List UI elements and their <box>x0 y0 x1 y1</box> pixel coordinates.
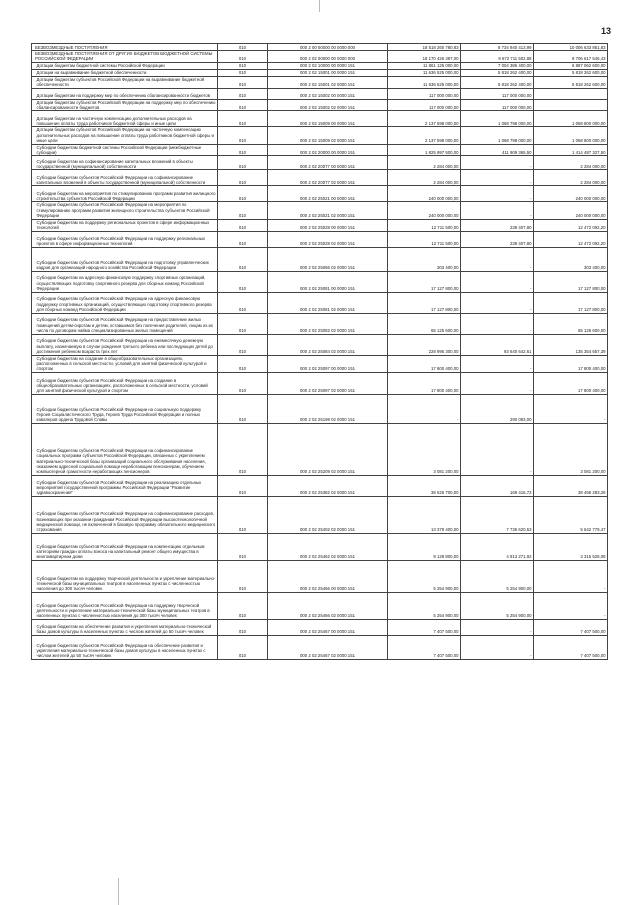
row-approved-amount: 5 254 900,00 <box>388 592 461 619</box>
row-remaining-amount: - <box>534 592 608 619</box>
row-line-code: 010 <box>218 533 268 560</box>
row-executed-amount: - <box>461 202 534 219</box>
row-line-code: 010 <box>218 127 268 144</box>
row-name: Субсидии бюджетам на поддержку региональных проектов в сфере информационных технологий <box>32 219 218 231</box>
row-remaining-amount: 5 818 262 600,00 <box>534 69 608 76</box>
row-budget-code: 000 2 02 25462 02 0000 151 <box>268 533 388 560</box>
row-executed-amount: 1 068 798 000,00 <box>461 127 534 144</box>
row-budget-code: 000 2 02 25028 02 0000 151 <box>268 231 388 247</box>
row-executed-amount: - <box>461 423 534 475</box>
row-executed-amount: 290 093,00 <box>461 394 534 423</box>
row-executed-amount: - <box>461 619 534 635</box>
row-budget-code: 000 2 02 25021 00 0000 151 <box>268 186 388 202</box>
row-line-code: 010 <box>218 423 268 475</box>
row-line-code: 010 <box>218 111 268 127</box>
row-approved-amount: 3 081 200,00 <box>388 423 461 475</box>
row-approved-amount: 17 800 400,00 <box>388 372 461 394</box>
row-executed-amount: 117 000 000,00 <box>461 88 534 99</box>
row-line-code: 010 <box>218 334 268 355</box>
row-approved-amount: 240 000 000,00 <box>388 202 461 219</box>
row-line-code: 010 <box>218 475 268 496</box>
row-budget-code: 000 2 02 25467 00 0000 151 <box>268 619 388 635</box>
row-executed-amount: 8 734 940 413,99 <box>461 44 534 51</box>
row-approved-amount: 11 861 125 000,00 <box>388 62 461 69</box>
row-line-code: 010 <box>218 62 268 69</box>
row-name: Субсидии бюджетам субъектов Российской Федерации на софинансирование капитальных вложений в объекты государственной (муниципальной) собственности <box>32 170 218 186</box>
row-remaining-amount: 2 284 000,00 <box>534 156 608 170</box>
table-row <box>32 496 608 533</box>
row-line-code: 010 <box>218 186 268 202</box>
row-line-code: 010 <box>218 619 268 635</box>
row-budget-code: 000 2 02 25467 02 0000 151 <box>268 635 388 659</box>
row-name: Дотации бюджетам на поддержку мер по обеспечению сбалансированности бюджетов <box>32 88 218 99</box>
row-executed-amount: 4 813 271,92 <box>461 533 534 560</box>
table-row <box>32 202 608 219</box>
row-line-code: 010 <box>218 202 268 219</box>
table-body <box>32 44 608 660</box>
row-remaining-amount: 12 472 092,20 <box>534 219 608 231</box>
row-budget-code: 000 2 02 25198 02 0000 151 <box>268 394 388 423</box>
row-name: Субсидии бюджетам на поддержку творческой деятельности и укрепление материально-технической базы муниципальных театров в населенных пунктах с численностью населения до 300 тысяч человек <box>32 560 218 592</box>
table-row <box>32 111 608 127</box>
row-line-code: 010 <box>218 635 268 659</box>
row-name: Субсидии бюджетам субъектов Российской Федерации на предоставление жилых помещений детям-сиротам и детям, оставшимся без попечения родителей, лицам из их числа по договорам найма специализированных жилых помещений <box>32 313 218 334</box>
row-approved-amount: 7 407 500,00 <box>388 635 461 659</box>
row-remaining-amount: 1 068 800 000,00 <box>534 127 608 144</box>
row-budget-code: 000 2 02 25402 02 0000 151 <box>268 496 388 533</box>
row-remaining-amount: 17 800 400,00 <box>534 372 608 394</box>
row-line-code: 010 <box>218 592 268 619</box>
table-row <box>32 334 608 355</box>
row-approved-amount: 12 711 500,00 <box>388 231 461 247</box>
row-line-code: 010 <box>218 170 268 186</box>
row-executed-amount: - <box>461 292 534 313</box>
table-row <box>32 51 608 63</box>
row-name: Субсидии бюджетам субъектов Российской Федерации на социальную поддержку Героев Социалистического Труда, Героев Труда Российской Федерации и полных кавалеров ордена Трудовой Славы <box>32 394 218 423</box>
row-executed-amount: 7 736 620,53 <box>461 496 534 533</box>
row-remaining-amount: 3 315 528,08 <box>534 533 608 560</box>
table-row <box>32 533 608 560</box>
row-name: Субсидии бюджетам субъектов Российской Федерации на создание в общеобразовательных организациях, расположенных в сельской местности, условий для занятий физической культурой и спортом <box>32 372 218 394</box>
row-line-code: 010 <box>218 99 268 111</box>
table-row <box>32 394 608 423</box>
scan-tick-top <box>319 0 320 12</box>
row-name: Дотации бюджетам на частичную компенсацию дополнительных расходов на повышение оплаты труда работников бюджетной сферы и иные цели <box>32 111 218 127</box>
row-budget-code: 000 2 02 25084 02 0000 151 <box>268 334 388 355</box>
row-executed-amount: - <box>461 313 534 334</box>
row-remaining-amount: 38 456 283,28 <box>534 475 608 496</box>
row-remaining-amount: 7 407 500,00 <box>534 619 608 635</box>
row-name: Субсидии бюджетам субъектов Российской Федерации на компенсацию отдельным категориям граждан оплаты взноса на капитальный ремонт общего имущества в многоквартирном доме <box>32 533 218 560</box>
row-approved-amount: 228 995 300,00 <box>388 334 461 355</box>
row-approved-amount: 17 800 400,00 <box>388 355 461 372</box>
row-executed-amount: 411 909 365,50 <box>461 144 534 156</box>
row-name: БЕЗВОЗМЕЗДНЫЕ ПОСТУПЛЕНИЯ <box>32 44 218 51</box>
row-approved-amount: 17 127 800,00 <box>388 271 461 292</box>
row-name: Субсидии бюджетам субъектов Российской Федерации на ежемесячную денежную выплату, назначаемую в случае рождения третьего ребенка или последующих детей до достижения ребенком возраста трех лет <box>32 334 218 355</box>
table-row <box>32 313 608 334</box>
row-remaining-amount: 65 125 600,00 <box>534 313 608 334</box>
row-name: Дотации бюджетам субъектов Российской Федерации на выравнивание бюджетной обеспеченности <box>32 76 218 88</box>
row-remaining-amount: 10 006 633 851,83 <box>534 44 608 51</box>
row-line-code: 010 <box>218 394 268 423</box>
table-row <box>32 156 608 170</box>
table-row <box>32 619 608 635</box>
row-executed-amount: - <box>461 186 534 202</box>
row-remaining-amount: - <box>534 394 608 423</box>
row-budget-code: 000 2 02 15001 00 0000 151 <box>268 69 388 76</box>
row-name: Субсидии бюджетам субъектов Российской Федерации на софинансирование социальных программ субъектов Российской Федерации, связанных с укреплением материально-технической базы организаций социального обслуживания населения, оказанием адресной социальной помощи неработающим пенсионерам, обучением компьютерной грамотности неработающих пенсионеров <box>32 423 218 475</box>
row-executed-amount: 239 407,80 <box>461 231 534 247</box>
row-budget-code: 000 2 02 15009 00 0000 151 <box>268 111 388 127</box>
row-budget-code: 000 2 02 25021 02 0000 151 <box>268 202 388 219</box>
row-remaining-amount: 9 706 617 546,43 <box>534 51 608 63</box>
row-remaining-amount: 17 800 400,00 <box>534 355 608 372</box>
row-name: Субсидии бюджетам субъектов Российской Федерации на мероприятия по стимулированию программ развития жилищного строительства субъектов Российской Федерации <box>32 202 218 219</box>
row-executed-amount: - <box>461 271 534 292</box>
row-budget-code: 000 2 02 25466 02 0000 151 <box>268 592 388 619</box>
row-approved-amount: 18 170 426 387,00 <box>388 51 461 63</box>
row-line-code: 010 <box>218 231 268 247</box>
row-remaining-amount: 7 407 500,00 <box>534 635 608 659</box>
row-approved-amount: 2 284 000,00 <box>388 156 461 170</box>
row-line-code: 010 <box>218 51 268 63</box>
row-name: БЕЗВОЗМЕЗДНЫЕ ПОСТУПЛЕНИЯ ОТ ДРУГИХ БЮДЖЕТОВ БЮДЖЕТНОЙ СИСТЕМЫ РОССИЙСКОЙ ФЕДЕРАЦИИ <box>32 51 218 63</box>
table-row <box>32 423 608 475</box>
table-row <box>32 475 608 496</box>
row-budget-code: 000 2 02 25382 02 0000 151 <box>268 475 388 496</box>
row-name: Дотации бюджетам бюджетной системы Российской Федерации <box>32 62 218 69</box>
row-budget-code: 000 2 02 25081 02 0000 151 <box>268 292 388 313</box>
row-line-code: 010 <box>218 44 268 51</box>
row-name: Субсидии бюджетам субъектов Российской Федерации на адресную финансовую поддержку спортивных организаций, осуществляющих подготовку спортивного резерва для сборных команд Российской Федерации <box>32 292 218 313</box>
table-row <box>32 592 608 619</box>
row-remaining-amount: - <box>534 560 608 592</box>
table-row <box>32 88 608 99</box>
table-row <box>32 560 608 592</box>
row-line-code: 010 <box>218 292 268 313</box>
row-remaining-amount: 240 000 000,00 <box>534 186 608 202</box>
table-row <box>32 144 608 156</box>
row-name: Дотации бюджетам субъектов Российской Федерации на частичную компенсацию дополнительных расходов на повышение оплаты труда работников бюджетной сферы и иные цели <box>32 127 218 144</box>
table-row <box>32 76 608 88</box>
row-approved-amount: 117 000 000,00 <box>388 99 461 111</box>
row-executed-amount: 5 818 262 400,00 <box>461 76 534 88</box>
table-row <box>32 69 608 76</box>
row-line-code: 010 <box>218 560 268 592</box>
row-name: Субсидии бюджетам субъектов Российской Федерации на софинансирование расходов, возникающих при оказании гражданам Российской Федерации высокотехнологичной медицинской помощи, не включенной в базовую программу обязательного медицинского страхования <box>32 496 218 533</box>
row-budget-code: 000 2 02 15009 02 0000 151 <box>268 127 388 144</box>
row-executed-amount: 169 416,72 <box>461 475 534 496</box>
row-name: Субсидии бюджетам на адресную финансовую поддержку спортивных организаций, осуществляющих подготовку спортивного резерва для сборных команд Российской Федерации <box>32 271 218 292</box>
row-budget-code: 000 2 02 15002 02 0000 151 <box>268 99 388 111</box>
row-approved-amount: 18 518 260 780,83 <box>388 44 461 51</box>
row-budget-code: 000 2 02 25097 02 0000 151 <box>268 372 388 394</box>
row-executed-amount: 93 640 642,61 <box>461 334 534 355</box>
row-name: Субсидии бюджетам субъектов Российской Федерации на поддержку региональных проектов в сфере информационных технологий <box>32 231 218 247</box>
row-executed-amount: - <box>461 247 534 271</box>
row-approved-amount: 13 379 400,00 <box>388 496 461 533</box>
row-approved-amount: 65 125 600,00 <box>388 313 461 334</box>
row-budget-code: 000 2 02 20077 00 0000 151 <box>268 156 388 170</box>
table-row <box>32 372 608 394</box>
row-approved-amount: - <box>388 394 461 423</box>
row-name: Субсидии бюджетам на создание в общеобразовательных организациях, расположенных в сельской местности, условий для занятий физической культурой и спортом <box>32 355 218 372</box>
row-remaining-amount: 17 127 800,00 <box>534 292 608 313</box>
table-row <box>32 247 608 271</box>
row-remaining-amount: 12 472 092,20 <box>534 231 608 247</box>
row-name: Субсидии бюджетам на мероприятия по стимулированию программ развития жилищного строительства субъектов Российской Федерации <box>32 186 218 202</box>
row-executed-amount: - <box>461 156 534 170</box>
row-executed-amount: 5 254 900,00 <box>461 592 534 619</box>
row-budget-code: 000 2 02 25028 00 0000 151 <box>268 219 388 231</box>
row-line-code: 010 <box>218 313 268 334</box>
row-line-code: 010 <box>218 496 268 533</box>
table-row <box>32 219 608 231</box>
table-row <box>32 271 608 292</box>
row-line-code: 010 <box>218 88 268 99</box>
row-name: Дотации на выравнивание бюджетной обеспеченности <box>32 69 218 76</box>
row-remaining-amount: 6 887 062 600,00 <box>534 62 608 69</box>
row-remaining-amount: 5 818 262 600,00 <box>534 76 608 88</box>
row-name: Субсидии бюджетам субъектов Российской Федерации на реализацию отдельных мероприятий государственной программы Российской Федерации "Развитие здравоохранения" <box>32 475 218 496</box>
row-approved-amount: 240 000 000,00 <box>388 186 461 202</box>
row-remaining-amount: 5 642 779,47 <box>534 496 608 533</box>
table-row <box>32 231 608 247</box>
row-budget-code: 000 2 02 20077 02 0000 151 <box>268 170 388 186</box>
table-row <box>32 44 608 51</box>
table-row <box>32 355 608 372</box>
row-executed-amount: 239 407,80 <box>461 219 534 231</box>
row-line-code: 010 <box>218 355 268 372</box>
row-budget-code: 000 2 02 25097 00 0000 151 <box>268 355 388 372</box>
table-row <box>32 62 608 69</box>
row-approved-amount: 11 636 525 000,00 <box>388 76 461 88</box>
row-budget-code: 000 2 02 25466 00 0000 151 <box>268 560 388 592</box>
row-executed-amount: - <box>461 170 534 186</box>
row-budget-code: 000 2 02 00000 00 0000 000 <box>268 51 388 63</box>
scan-tick-bottom <box>118 878 119 905</box>
row-name: Субсидии бюджетам на обеспечение развития и укрепления материально-технической базы домов культуры в населенных пунктах с числом жителей до 50 тысяч человек <box>32 619 218 635</box>
row-approved-amount: 303 400,00 <box>388 247 461 271</box>
row-approved-amount: 12 711 500,00 <box>388 219 461 231</box>
row-remaining-amount: 303 400,00 <box>534 247 608 271</box>
row-remaining-amount: 135 354 657,39 <box>534 334 608 355</box>
budget-table <box>31 43 607 660</box>
row-approved-amount: 8 128 800,00 <box>388 533 461 560</box>
row-approved-amount: 17 127 800,00 <box>388 292 461 313</box>
row-approved-amount: 117 000 000,00 <box>388 88 461 99</box>
row-approved-amount: 7 407 500,00 <box>388 619 461 635</box>
row-executed-amount: 1 068 798 000,00 <box>461 111 534 127</box>
row-budget-code: 000 2 02 15001 02 0000 151 <box>268 76 388 88</box>
row-remaining-amount: 2 284 000,00 <box>534 170 608 186</box>
row-executed-amount: - <box>461 372 534 394</box>
row-executed-amount: 8 672 711 502,88 <box>461 51 534 63</box>
row-approved-amount: 11 636 525 000,00 <box>388 69 461 76</box>
row-remaining-amount <box>534 88 608 99</box>
row-line-code: 010 <box>218 372 268 394</box>
row-line-code: 010 <box>218 271 268 292</box>
row-approved-amount: 5 254 900,00 <box>388 560 461 592</box>
table-row <box>32 186 608 202</box>
table-row <box>32 292 608 313</box>
row-budget-code: 000 2 02 25082 02 0000 151 <box>268 313 388 334</box>
row-executed-amount: 7 004 386 400,00 <box>461 62 534 69</box>
row-approved-amount: 1 825 997 500,00 <box>388 144 461 156</box>
row-budget-code: 000 2 02 10000 00 0000 151 <box>268 62 388 69</box>
row-remaining-amount <box>534 99 608 111</box>
row-budget-code: 000 2 02 25209 02 0000 151 <box>268 423 388 475</box>
row-approved-amount: 2 284 000,00 <box>388 170 461 186</box>
row-approved-amount: 2 137 598 000,00 <box>388 127 461 144</box>
row-executed-amount: 5 254 900,00 <box>461 560 534 592</box>
row-executed-amount: - <box>461 355 534 372</box>
row-line-code: 010 <box>218 76 268 88</box>
page-number: 13 <box>601 26 612 36</box>
row-name: Субсидии бюджетам субъектов Российской Федерации на обеспечение развития и укрепления материально-технической базы домов культуры в населенных пунктах с числом жителей до 50 тысяч человек <box>32 635 218 659</box>
row-executed-amount: - <box>461 635 534 659</box>
table-row <box>32 99 608 111</box>
row-line-code: 010 <box>218 144 268 156</box>
row-name: Субсидии бюджетам на софинансирование капитальных вложений в объекты государственной (муниципальной) собственности <box>32 156 218 170</box>
row-name: Дотации бюджетам субъектов Российской Федерации на поддержку мер по обеспечению сбалансированности бюджетов <box>32 99 218 111</box>
row-executed-amount: 117 000 000,00 <box>461 99 534 111</box>
row-line-code: 010 <box>218 156 268 170</box>
row-remaining-amount: 1 068 800 000,00 <box>534 111 608 127</box>
row-approved-amount: 38 625 700,00 <box>388 475 461 496</box>
row-remaining-amount: 1 414 487 327,50 <box>534 144 608 156</box>
row-remaining-amount: 17 127 800,00 <box>534 271 608 292</box>
row-budget-code: 000 2 00 00000 00 0000 000 <box>268 44 388 51</box>
row-line-code: 010 <box>218 219 268 231</box>
row-budget-code: 000 2 02 25066 02 0000 151 <box>268 247 388 271</box>
row-name: Субсидии бюджетам субъектов Российской Федерации на поддержку творческой деятельности и укрепление материально-технической базы муниципальных театров в населенных пунктах с численностью населения до 300 тысяч человек <box>32 592 218 619</box>
row-remaining-amount: 240 000 000,00 <box>534 202 608 219</box>
row-budget-code: 000 2 02 25081 00 0000 151 <box>268 271 388 292</box>
row-budget-code: 000 2 02 20000 00 0000 151 <box>268 144 388 156</box>
row-line-code: 010 <box>218 69 268 76</box>
row-name: Субсидии бюджетам субъектов Российской Федерации на подготовку управленческих кадров для организаций народного хозяйства Российской Федерации <box>32 247 218 271</box>
row-line-code: 010 <box>218 247 268 271</box>
row-budget-code: 000 2 02 15002 00 0000 151 <box>268 88 388 99</box>
table-row <box>32 635 608 659</box>
table-row <box>32 127 608 144</box>
row-approved-amount: 2 137 598 000,00 <box>388 111 461 127</box>
row-executed-amount: 5 818 262 400,00 <box>461 69 534 76</box>
row-name: Субсидии бюджетам бюджетной системы Российской Федерации (межбюджетные субсидии) <box>32 144 218 156</box>
row-remaining-amount: 3 081 200,00 <box>534 423 608 475</box>
table-row <box>32 170 608 186</box>
